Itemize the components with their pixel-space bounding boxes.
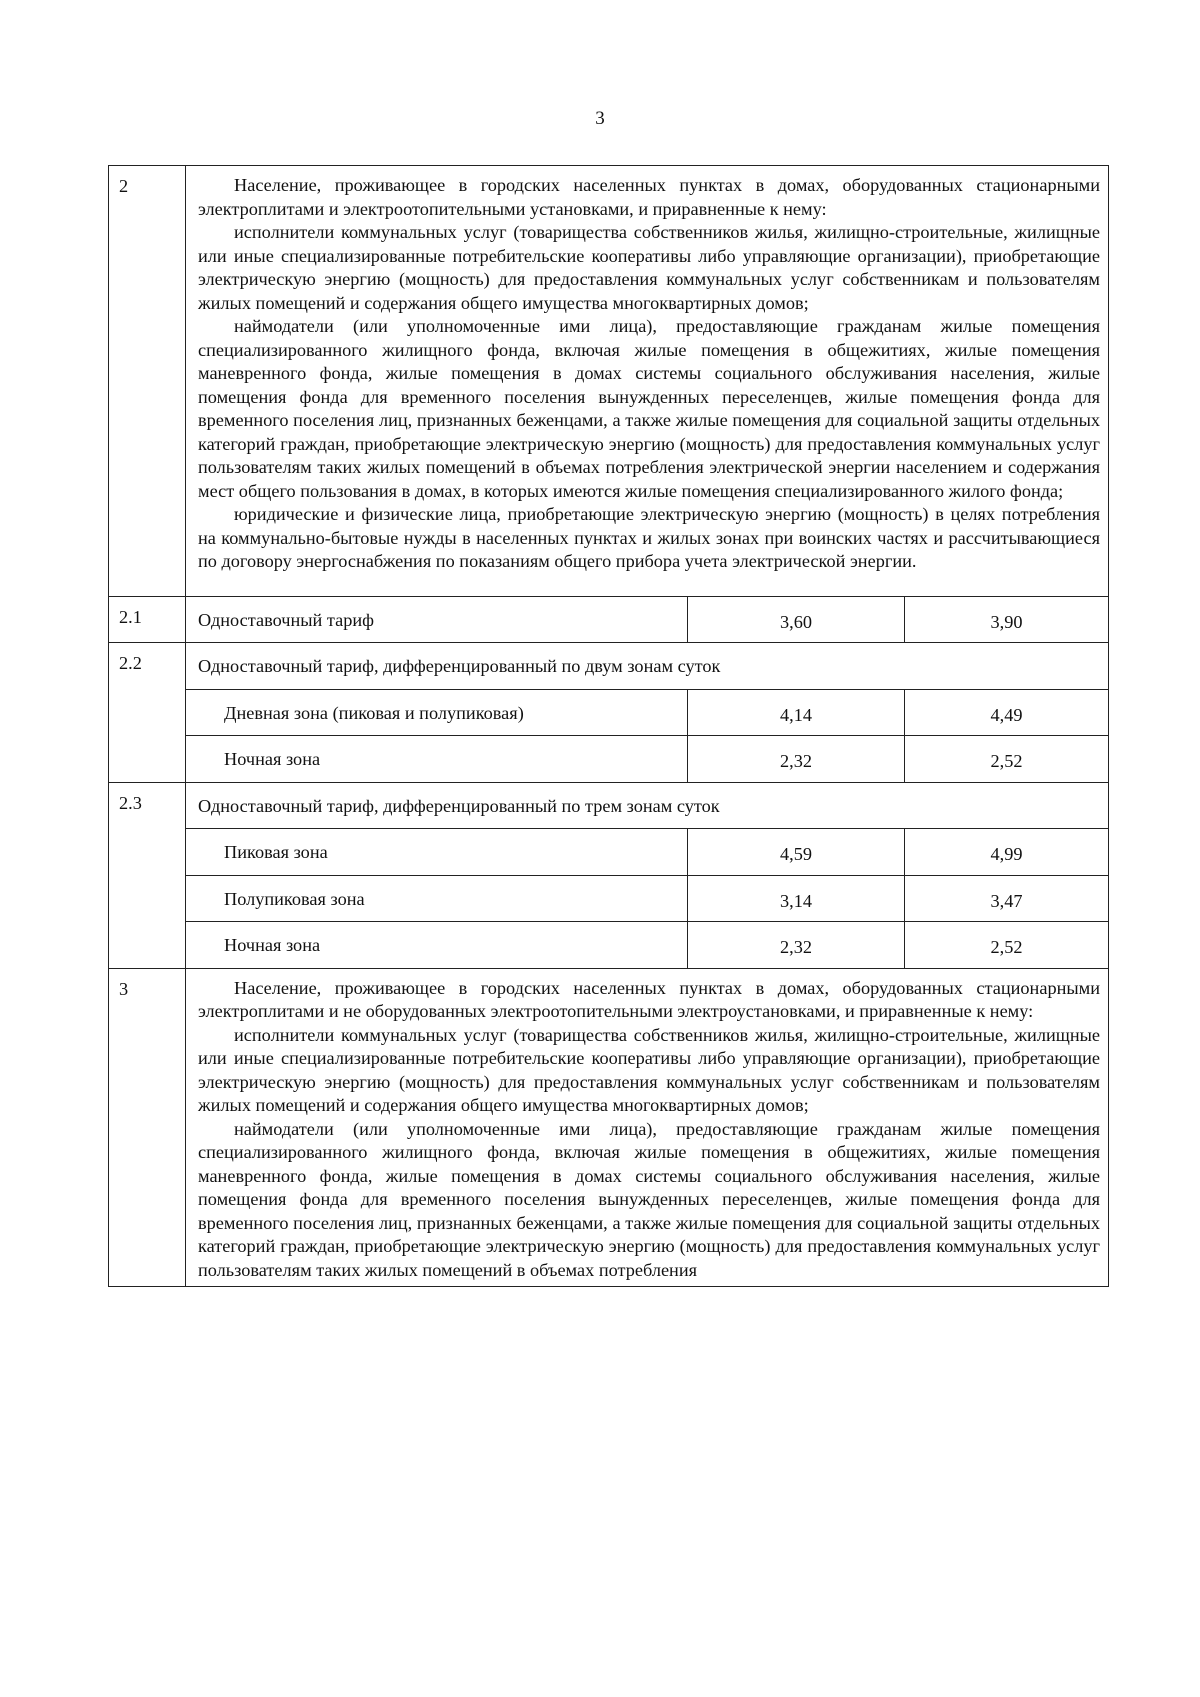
row-number: 2.2 (109, 643, 186, 783)
tariff-value-2: 3,90 (905, 596, 1109, 643)
section-2-number: 2 (109, 166, 186, 597)
tariff-value-1: 4,14 (688, 689, 905, 736)
table-row (109, 689, 1109, 736)
zone-name: Дневная зона (пиковая и полупиковая) (186, 689, 688, 736)
zone-name: Ночная зона (186, 922, 688, 969)
section-2-paragraph: Население, проживающее в городских населенных пунктах в домах, оборудованных стационарными электроплитами и электроотопительными установками, и приравненные к нему: (198, 175, 1101, 219)
tariff-value-1: 2,32 (688, 922, 905, 969)
section-2-paragraph: наймодатели (или уполномоченные ими лица), предоставляющие гражданам жилые помещения специализированного жилищного фонда, включая жилые помещения в общежитиях, жилые помещения маневренного фонда, жилые помещения в домах системы социального обслуживания населения, жилые помещения фонда для временного поселения вынужденных переселенцев, жилые помещения фонда для временного поселения лиц, признанных беженцами, а также жилые помещения для социальной защиты отдельных категорий граждан, приобретающие электрическую энергию (мощность) для предоставления коммунальных услуг пользователям таких жилых помещений в объемах потребления электрической энергии населением и содержания мест общего пользования в домах, в которых имеются жилые помещения специализированного жилого фонда; (198, 316, 1101, 501)
tariff-value-2: 3,47 (905, 875, 1109, 922)
tariff-value-1: 3,14 (688, 875, 905, 922)
section-3-number: 3 (109, 968, 186, 1287)
table-row (109, 922, 1109, 969)
tariff-group-title: Одноставочный тариф, дифференцированный по трем зонам суток (186, 782, 1109, 829)
tariff-value-2: 4,99 (905, 829, 1109, 876)
section-2-row (109, 166, 1109, 597)
table-row (109, 736, 1109, 783)
row-number: 2.3 (109, 782, 186, 968)
tariff-value-1: 4,59 (688, 829, 905, 876)
section-3-paragraph: Население, проживающее в городских населенных пунктах в домах, оборудованных стационарными электроплитами и не оборудованных электроотопительными электроустановками, и приравненные к нему: (198, 977, 1101, 1021)
table-row (109, 829, 1109, 876)
table-row (109, 643, 1109, 690)
section-2-description (186, 166, 1109, 597)
section-2-paragraph: юридические и физические лица, приобретающие электрическую энергию (мощность) в целях потребления на коммунально-бытовые нужды в населенных пунктах и жилых зонах при воинских частях и рассчитывающиеся по договору энергоснабжения по показаниям общего прибора учета электрической энергии. (198, 504, 1101, 571)
table-row (109, 875, 1109, 922)
tariff-table (108, 165, 1109, 1287)
section-3-paragraph: наймодатели (или уполномоченные ими лица), предоставляющие гражданам жилые помещения специализированного жилищного фонда, включая жилые помещения в общежитиях, жилые помещения маневренного фонда, жилые помещения в домах системы социального обслуживания населения, жилые помещения фонда для временного поселения вынужденных переселенцев, жилые помещения фонда для временного поселения лиц, признанных беженцами, а также жилые помещения для социальной защиты отдельных категорий граждан, приобретающие электрическую энергию (мощность) для предоставления коммунальных услуг пользователям таких жилых помещений в объемах потребления (198, 1118, 1101, 1280)
section-3-row (109, 968, 1109, 1287)
section-2-paragraph: исполнители коммунальных услуг (товарищества собственников жилья, жилищно-строительные, жилищные или иные специализированные потребительские кооперативы либо управляющие организации), приобретающие электрическую энергию (мощность) для предоставления коммунальных услуг собственникам и пользователям жилых помещений и содержания общего имущества многоквартирных домов; (198, 222, 1101, 313)
section-3-description (186, 968, 1109, 1287)
tariff-group-title: Одноставочный тариф, дифференцированный по двум зонам суток (186, 643, 1109, 690)
row-number: 2.1 (109, 596, 186, 643)
tariff-value-2: 2,52 (905, 736, 1109, 783)
tariff-value-1: 3,60 (688, 596, 905, 643)
page-number: 3 (595, 108, 605, 129)
table-row (109, 782, 1109, 829)
section-3-paragraph: исполнители коммунальных услуг (товарищества собственников жилья, жилищно-строительные, жилищные или иные специализированные потребительские кооперативы либо управляющие организации), приобретающие электрическую энергию (мощность) для предоставления коммунальных услуг собственникам и пользователям жилых помещений и содержания общего имущества многоквартирных домов; (198, 1024, 1101, 1115)
tariff-value-1: 2,32 (688, 736, 905, 783)
table-row (109, 596, 1109, 643)
tariff-value-2: 2,52 (905, 922, 1109, 969)
zone-name: Пиковая зона (186, 829, 688, 876)
zone-name: Ночная зона (186, 736, 688, 783)
zone-name: Полупиковая зона (186, 875, 688, 922)
tariff-value-2: 4,49 (905, 689, 1109, 736)
tariff-name: Одноставочный тариф (186, 596, 688, 643)
